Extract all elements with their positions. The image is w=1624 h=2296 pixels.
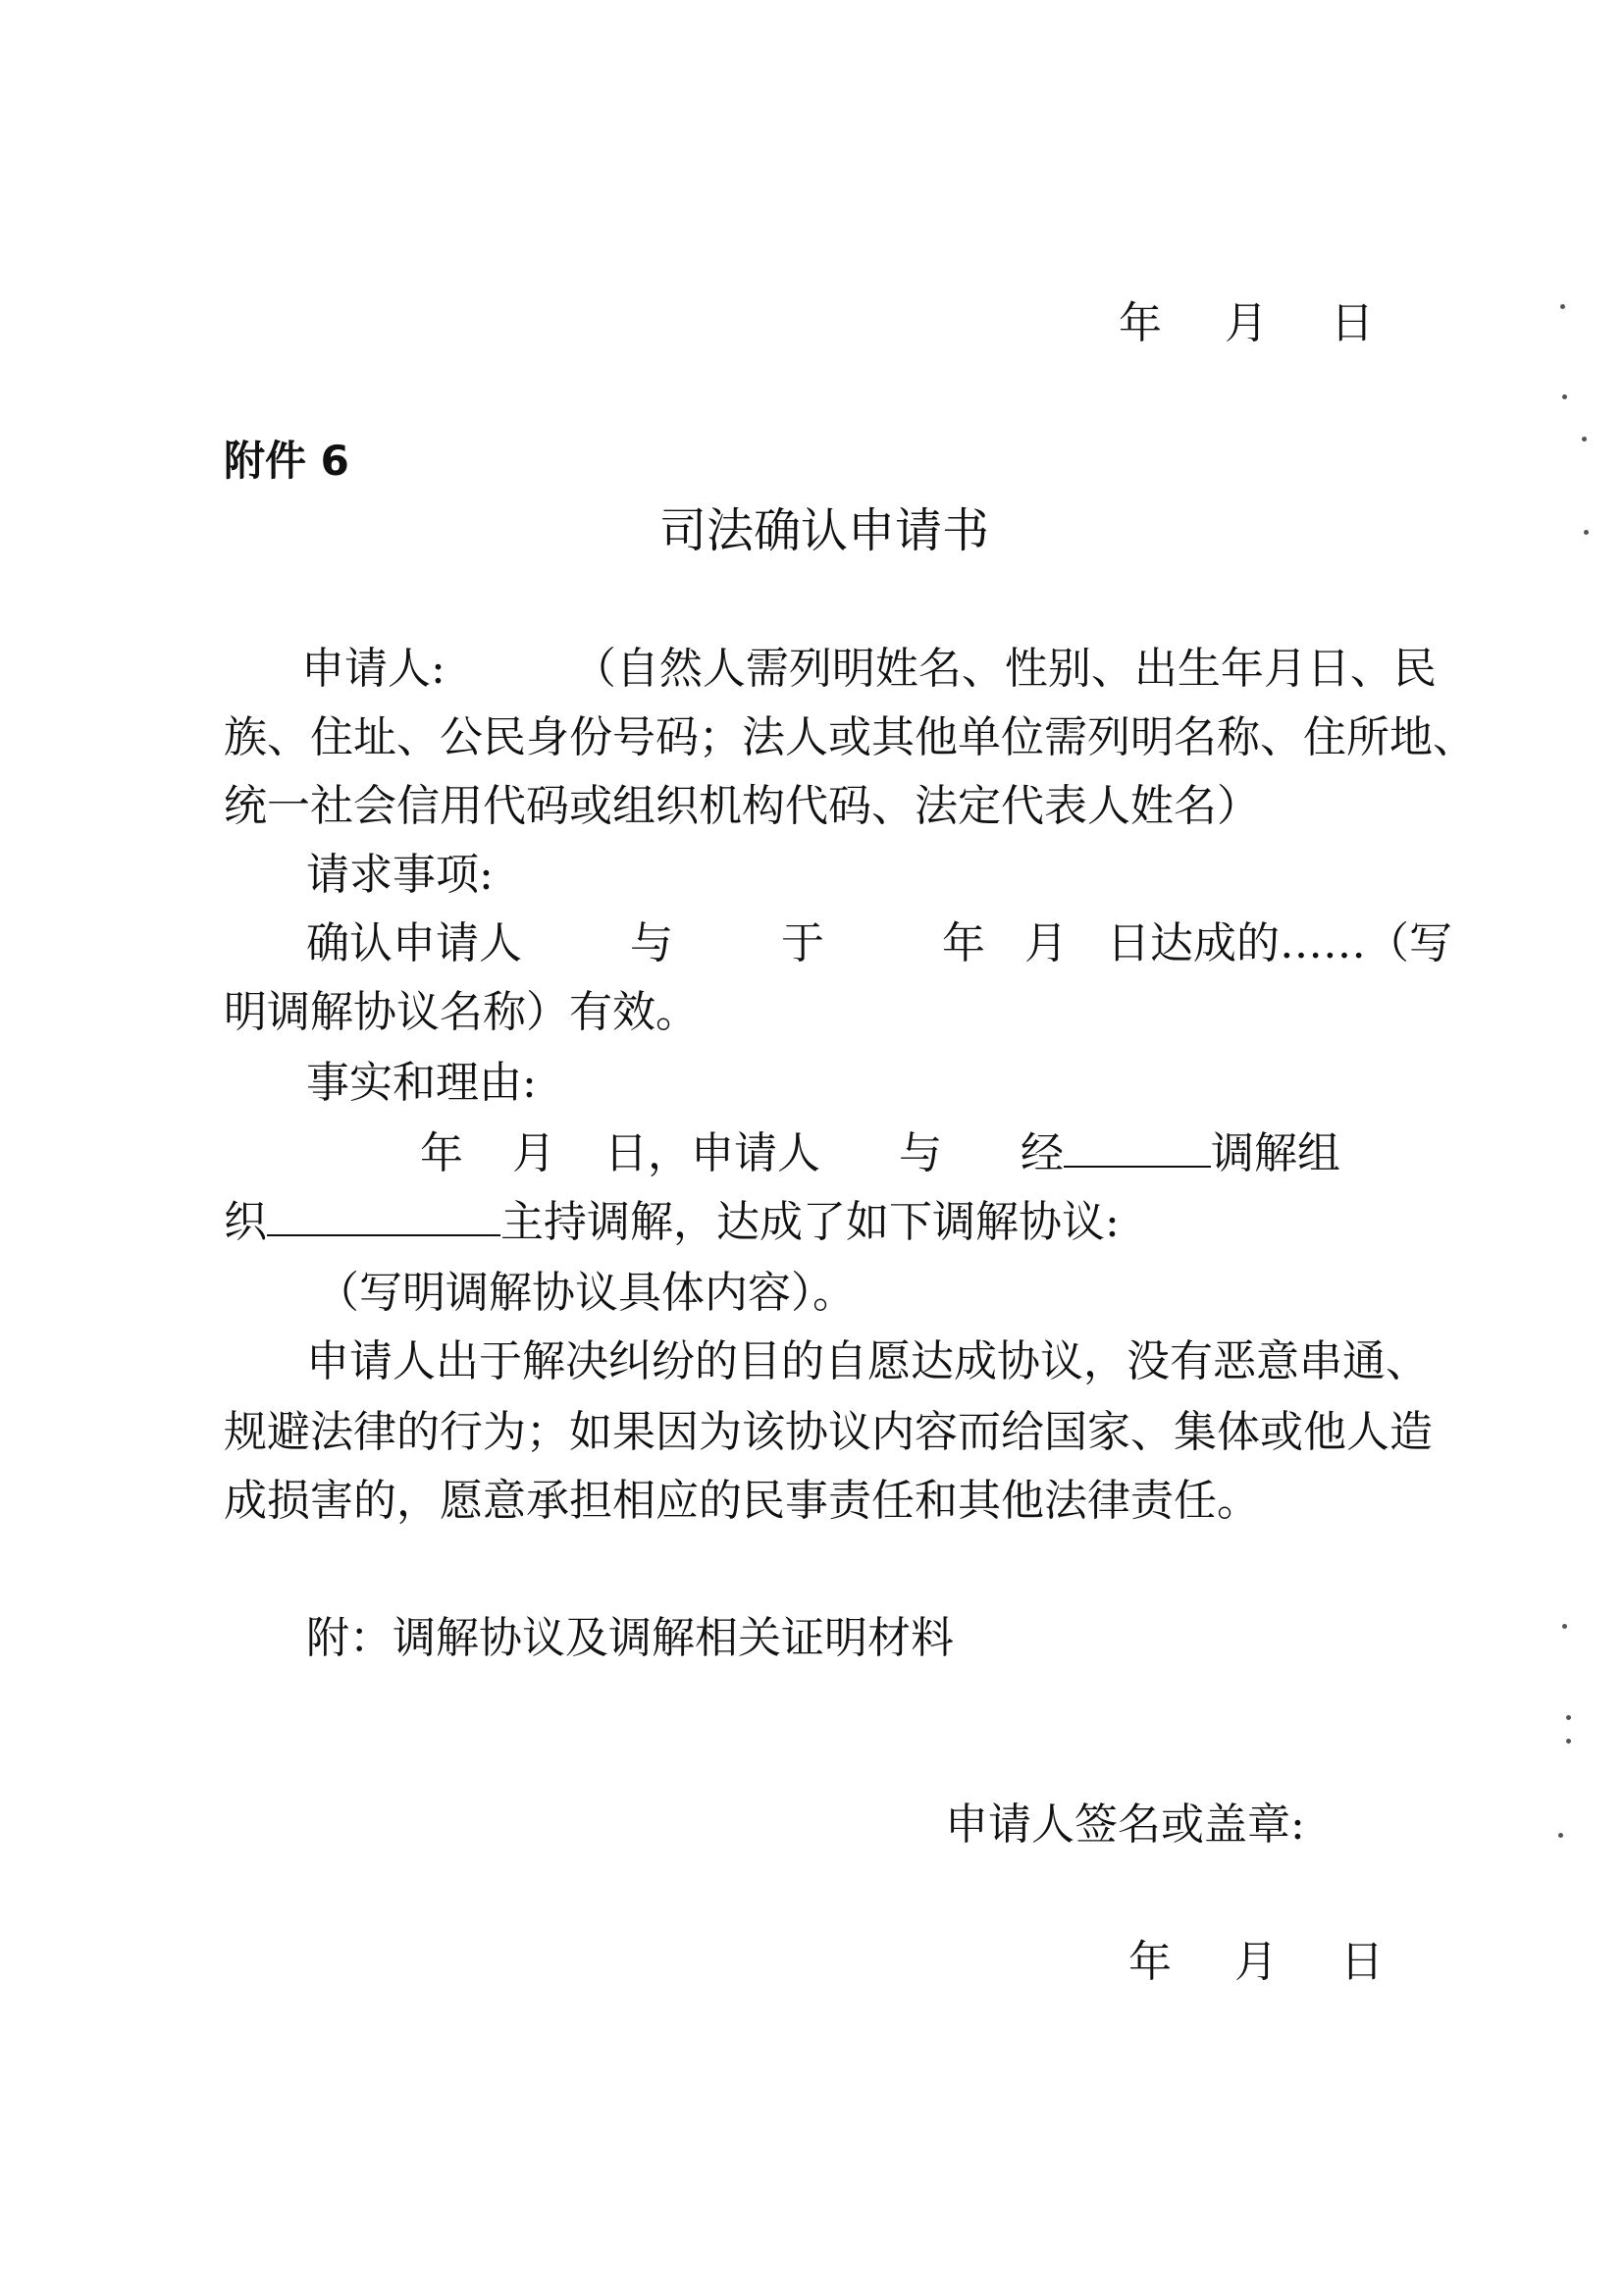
- statement-line-1: 申请人出于解决纠纷的目的自愿达成协议，没有恶意串通、: [306, 1336, 1429, 1386]
- facts-line2-start: 织: [224, 1197, 267, 1247]
- scan-speck: [1584, 530, 1589, 535]
- applicant-line-1: [301, 640, 1437, 699]
- request-confirm-6: 日达成的……（写: [1107, 918, 1452, 968]
- top-date-day: 日: [1331, 298, 1374, 348]
- facts-line-1: [420, 1124, 1340, 1183]
- facts-month: 月: [512, 1128, 555, 1178]
- mediation-org-blank: [1064, 1126, 1211, 1168]
- applicant-label: 申请人:: [301, 644, 445, 694]
- facts-day: 日，申请人: [604, 1128, 820, 1178]
- request-confirm-5: 月: [1024, 918, 1068, 968]
- request-line-2: 明调解协议名称）有效。: [224, 987, 699, 1037]
- appendix-line: 附：调解协议及调解相关证明材料: [306, 1613, 954, 1663]
- scan-speck: [1566, 1715, 1571, 1720]
- request-confirm-4: 年: [942, 918, 985, 968]
- signature-label: 申请人签名或盖章:: [945, 1800, 1305, 1850]
- facts-via: 经: [1021, 1128, 1064, 1178]
- scan-speck: [1582, 437, 1587, 442]
- facts-label: 事实和理由:: [306, 1058, 537, 1108]
- request-confirm-2: 与: [630, 918, 673, 968]
- scan-speck: [1566, 1739, 1571, 1744]
- request-line-1: [306, 914, 1452, 973]
- facts-content-note: （写明调解协议具体内容）。: [316, 1268, 856, 1318]
- scan-speck: [1562, 1624, 1567, 1629]
- statement-line-2: 规避法律的行为；如果因为该协议内容而给国家、集体或他人造: [224, 1407, 1433, 1457]
- attachment-label: 附件 6: [224, 437, 349, 485]
- facts-year: 年: [420, 1128, 463, 1178]
- statement-line-3: 成损害的，愿意承担相应的民事责任和其他法律责任。: [224, 1476, 1260, 1526]
- top-date-year: 年: [1119, 298, 1162, 348]
- applicant-line-3: 统一社会信用代码或组织机构代码、法定代表人姓名）: [224, 781, 1260, 831]
- mediator-blank: [267, 1195, 500, 1236]
- scan-speck: [1562, 394, 1567, 399]
- bottom-date-month: 月: [1234, 1937, 1278, 1987]
- top-date-month: 月: [1225, 298, 1268, 348]
- request-label: 请求事项:: [306, 850, 494, 900]
- facts-with: 与: [899, 1128, 942, 1178]
- scan-speck: [1560, 304, 1565, 309]
- page-title: 司法确认申请书: [659, 503, 990, 558]
- bottom-date-day: 日: [1340, 1937, 1384, 1987]
- scan-speck: [1558, 1833, 1563, 1838]
- bottom-date-year: 年: [1128, 1937, 1172, 1987]
- applicant-line-2: 族、住址、公民身份号码；法人或其他单位需列明名称、住所地、: [224, 712, 1476, 762]
- facts-org: 调解组: [1211, 1128, 1340, 1178]
- facts-line-2: [224, 1193, 1120, 1252]
- bottom-date: [1128, 1933, 1384, 1992]
- request-confirm-3: 于: [781, 918, 824, 968]
- facts-line2-end: 主持调解，达成了如下调解协议:: [500, 1197, 1120, 1247]
- top-date: [1119, 294, 1374, 353]
- request-confirm-1: 确认申请人: [306, 918, 522, 968]
- applicant-note-1: （自然人需列明姓名、性别、出生年月日、民: [572, 644, 1437, 694]
